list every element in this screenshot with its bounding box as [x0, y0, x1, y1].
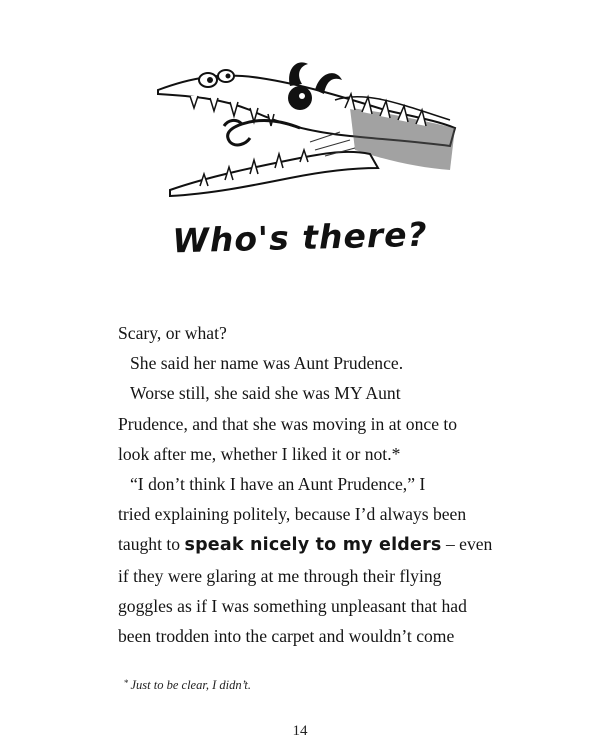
text-line: been trodden into the carpet and wouldn’t come — [118, 626, 455, 647]
text-line: “I don’t think I have an Aunt Prudence,” I — [130, 474, 426, 495]
text-segment: – even — [441, 534, 493, 555]
text-line — [118, 529, 518, 560]
footnote-text: Just to be clear, I didn’t. — [130, 678, 251, 692]
emphasized-phrase: speak nicely to my elders — [184, 535, 442, 556]
text-segment: taught to — [118, 534, 185, 555]
text-line: tried explaining politely, because I’d always been — [118, 504, 467, 525]
footnote-marker: * — [124, 678, 129, 688]
text-line: She said her name was Aunt Prudence. — [130, 353, 404, 374]
page-number: 14 — [292, 723, 308, 739]
chapter-title: Who's there? — [171, 214, 429, 261]
dragon-skull-head-icon — [150, 50, 460, 200]
text-line: if they were glaring at me through their flying — [118, 565, 442, 586]
text-line: goggles as if I was something unpleasant that had — [118, 595, 467, 616]
footnote — [124, 678, 251, 693]
text-line: Prudence, and that she was moving in at once to — [118, 413, 458, 434]
body-text — [118, 318, 518, 651]
text-line: Scary, or what? — [118, 323, 227, 343]
text-line: Worse still, she said she was MY Aunt — [130, 383, 401, 404]
text-line: look after me, whether I liked it or not.* — [118, 443, 401, 464]
